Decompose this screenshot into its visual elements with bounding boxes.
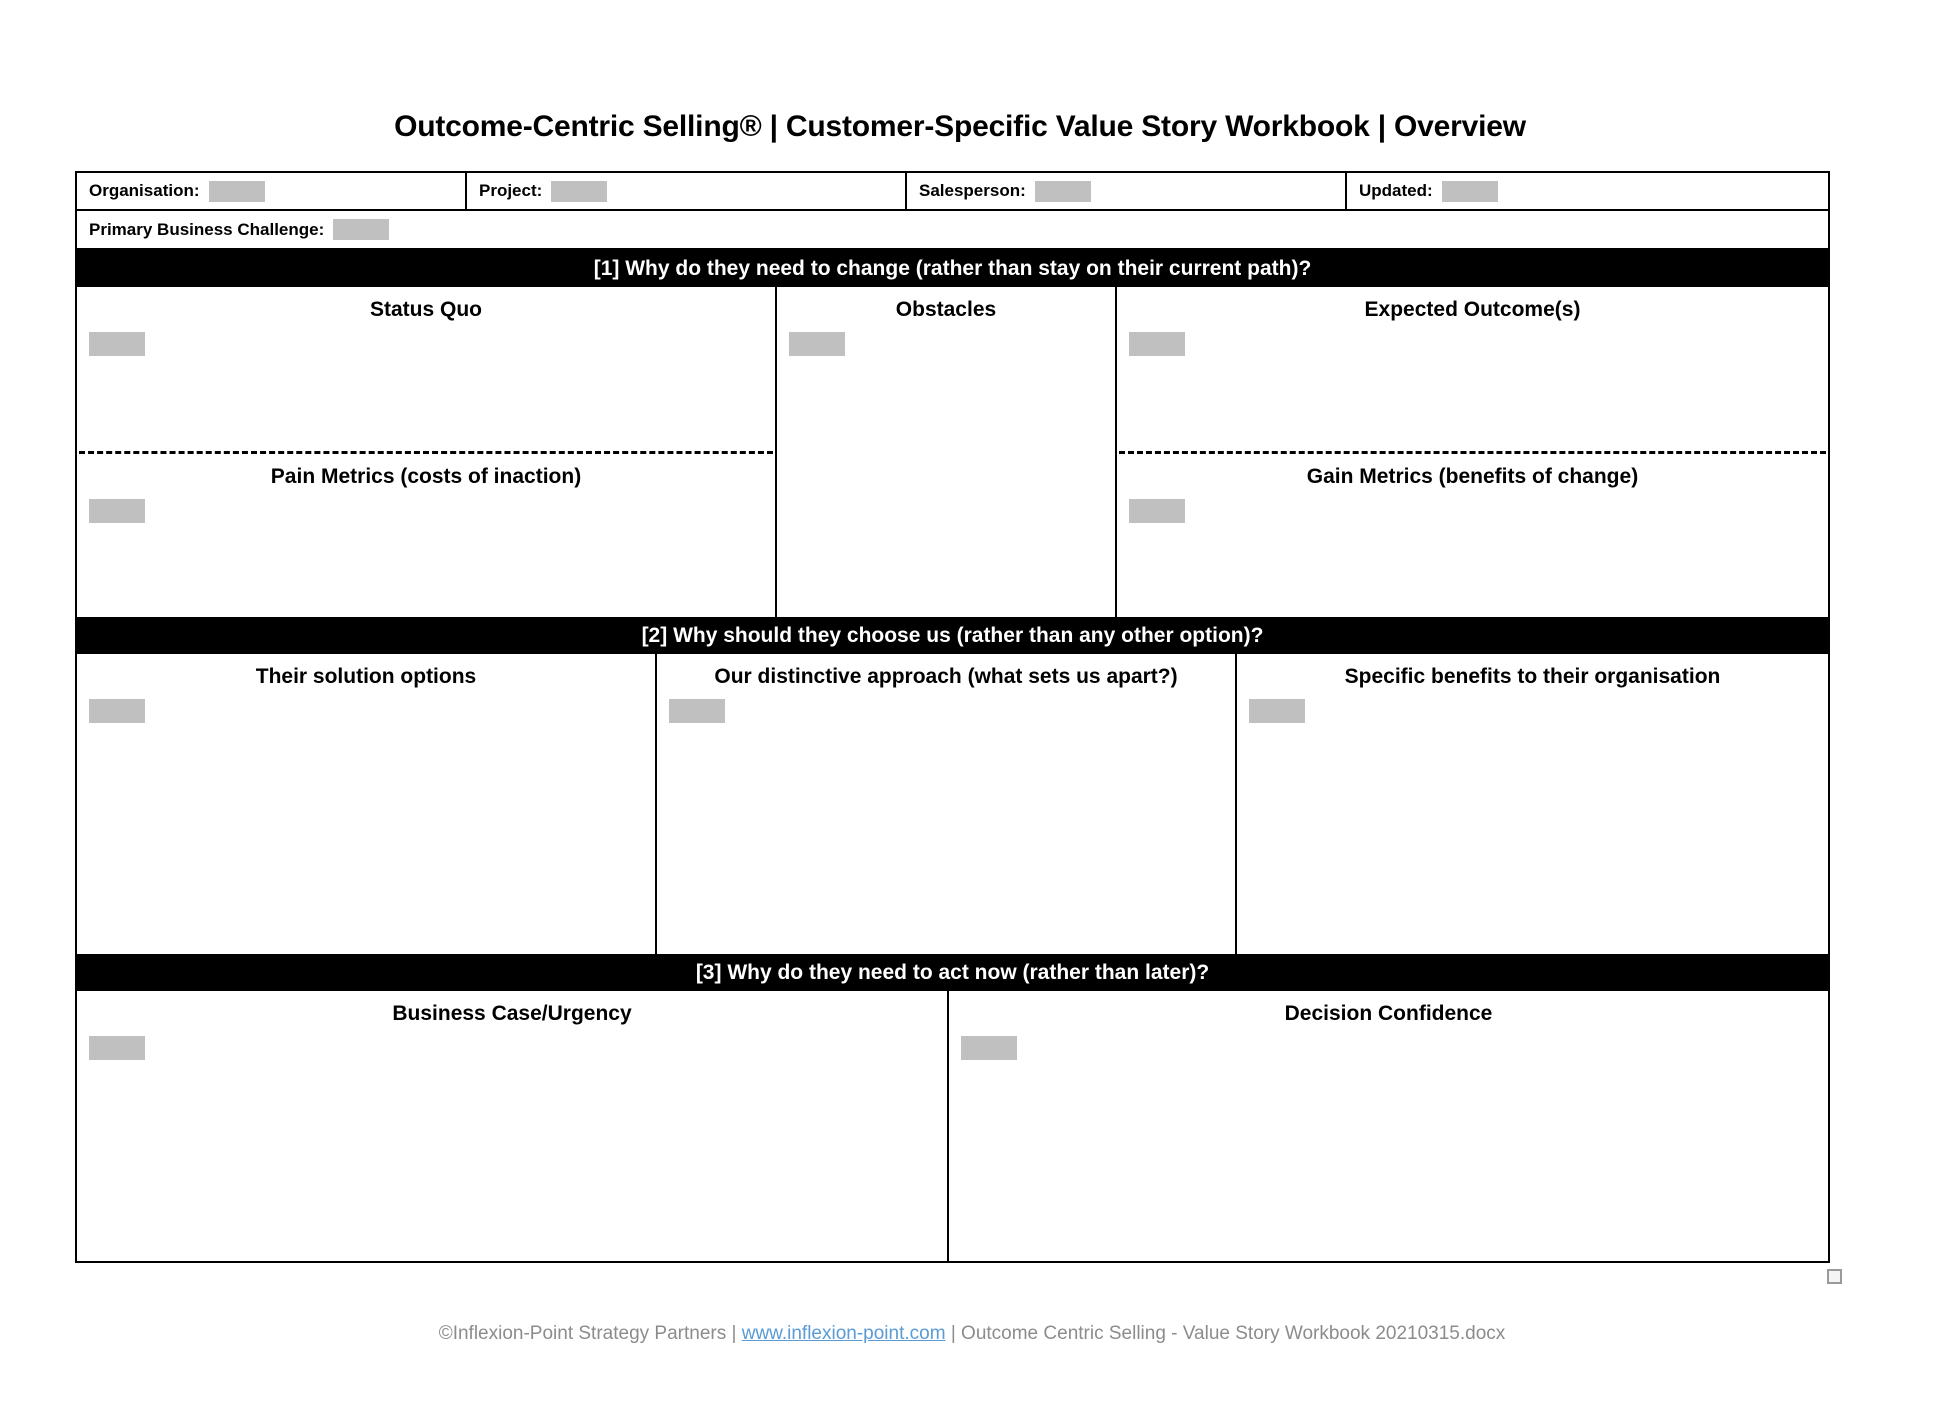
field-salesperson[interactable] — [907, 173, 1347, 209]
section-3-body — [77, 991, 1828, 1261]
pain-metrics-heading: Pain Metrics (costs of inaction) — [270, 465, 582, 488]
gain-metrics-area[interactable] — [1117, 454, 1828, 617]
business-case-urgency-value[interactable] — [89, 1036, 145, 1060]
section-1-banner: [1] Why do they need to change (rather than stay on their current path)? — [77, 250, 1828, 287]
section-3-column-business-case[interactable] — [77, 991, 949, 1261]
field-project-value[interactable] — [551, 181, 607, 202]
workbook-table — [75, 171, 1830, 1263]
footer — [0, 1323, 1944, 1345]
our-distinctive-approach-heading: Our distinctive approach (what sets us apart?) — [714, 665, 1178, 688]
section-2-column-specific-benefits[interactable] — [1237, 654, 1828, 954]
section-1-column-expected-outcomes — [1117, 287, 1828, 617]
section-2-column-solution-options[interactable] — [77, 654, 657, 954]
pain-metrics-area[interactable] — [77, 454, 775, 617]
decision-confidence-value[interactable] — [961, 1036, 1017, 1060]
our-distinctive-approach-value[interactable] — [669, 699, 725, 723]
expected-outcomes-value[interactable] — [1129, 332, 1185, 356]
footer-website-link[interactable]: www.inflexion-point.com — [741, 1323, 946, 1344]
footer-suffix: | Outcome Centric Selling - Value Story Workbook 20210315.docx — [945, 1323, 1506, 1344]
pain-metrics-value[interactable] — [89, 499, 145, 523]
footer-prefix: ©Inflexion-Point Strategy Partners | — [438, 1323, 742, 1344]
field-project-label: Project: — [479, 181, 543, 200]
field-primary-business-challenge-label: Primary Business Challenge: — [89, 219, 325, 239]
field-primary-business-challenge[interactable] — [77, 211, 1828, 248]
field-salesperson-label: Salesperson: — [919, 181, 1026, 200]
status-quo-value[interactable] — [89, 332, 145, 356]
field-organisation[interactable] — [77, 173, 467, 209]
field-primary-business-challenge-value[interactable] — [333, 219, 389, 240]
field-salesperson-value[interactable] — [1035, 181, 1091, 202]
gain-metrics-value[interactable] — [1129, 499, 1185, 523]
section-1-column-obstacles[interactable] — [777, 287, 1117, 617]
section-2-banner: [2] Why should they choose us (rather than any other option)? — [77, 617, 1828, 654]
field-updated-label: Updated: — [1359, 181, 1433, 200]
page-title: Outcome-Centric Selling® | Customer-Specific Value Story Workbook | Overview — [394, 110, 1526, 143]
status-quo-area[interactable] — [77, 287, 775, 451]
section-2-column-distinctive-approach[interactable] — [657, 654, 1237, 954]
their-solution-options-value[interactable] — [89, 699, 145, 723]
meta-row — [77, 173, 1828, 211]
section-2-body — [77, 654, 1828, 954]
obstacles-value[interactable] — [789, 332, 845, 356]
expected-outcomes-heading: Expected Outcome(s) — [1364, 298, 1581, 321]
field-organisation-value[interactable] — [209, 181, 265, 202]
specific-benefits-value[interactable] — [1249, 699, 1305, 723]
gain-metrics-heading: Gain Metrics (benefits of change) — [1306, 465, 1639, 488]
business-case-urgency-heading: Business Case/Urgency — [392, 1002, 632, 1025]
field-organisation-label: Organisation: — [89, 181, 200, 200]
status-quo-heading: Status Quo — [369, 298, 482, 321]
their-solution-options-heading: Their solution options — [255, 665, 477, 688]
field-updated[interactable] — [1347, 173, 1828, 209]
section-3-column-decision-confidence[interactable] — [949, 991, 1828, 1261]
expected-outcomes-area[interactable] — [1117, 287, 1828, 451]
table-resize-handle[interactable] — [1827, 1269, 1842, 1284]
section-3-banner: [3] Why do they need to act now (rather than later)? — [77, 954, 1828, 991]
section-1-column-status-quo — [77, 287, 777, 617]
primary-business-challenge-row — [77, 211, 1828, 250]
section-1-body — [77, 287, 1828, 617]
specific-benefits-heading: Specific benefits to their organisation — [1344, 665, 1721, 688]
field-project[interactable] — [467, 173, 907, 209]
obstacles-heading: Obstacles — [895, 298, 997, 321]
field-updated-value[interactable] — [1442, 181, 1498, 202]
decision-confidence-heading: Decision Confidence — [1284, 1002, 1493, 1025]
